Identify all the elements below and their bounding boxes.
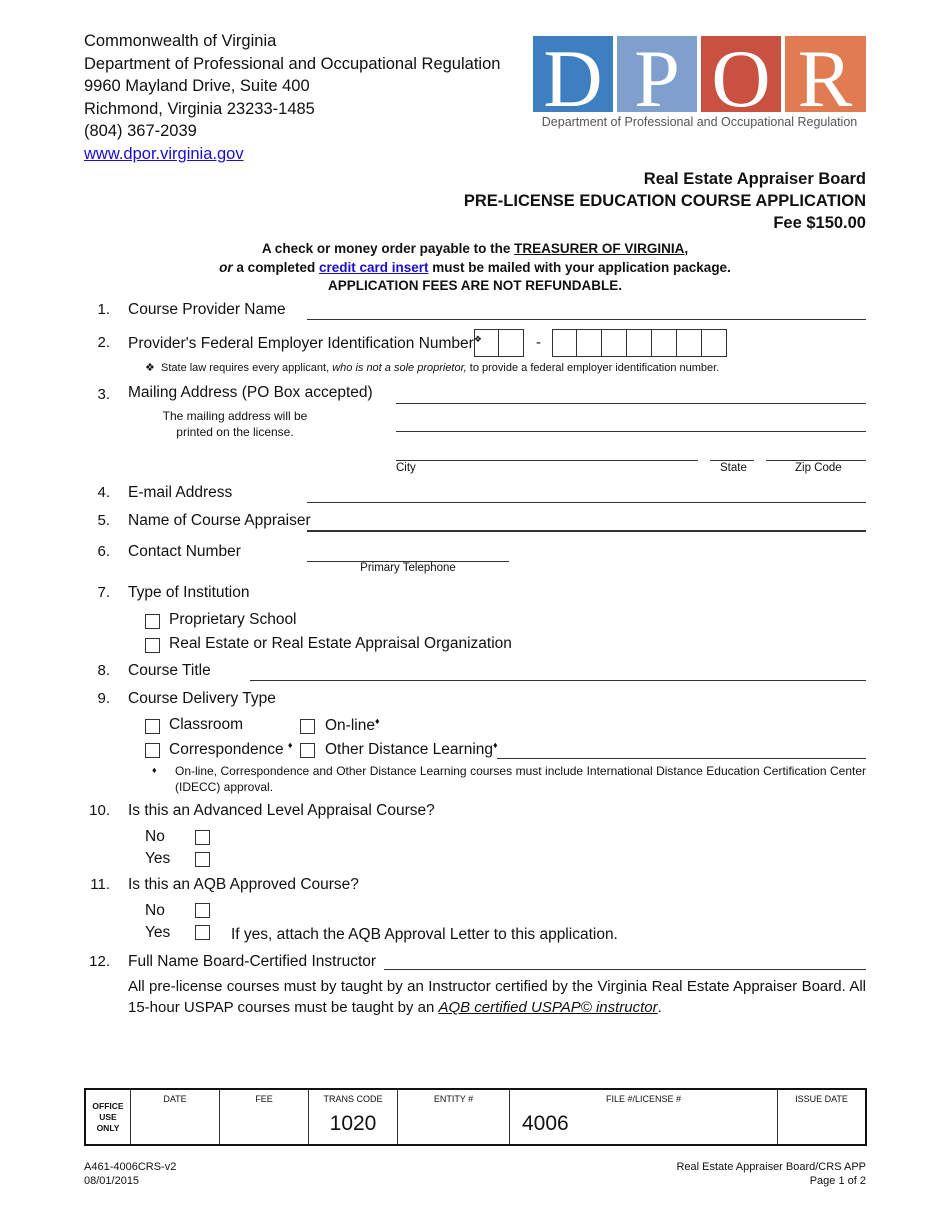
course-provider-label: Course Provider Name	[128, 301, 286, 318]
fein-digit-box[interactable]	[627, 329, 652, 357]
diamond-marker: ♦	[493, 740, 498, 750]
online-label	[325, 716, 380, 735]
real-estate-org-checkbox[interactable]	[145, 638, 160, 653]
city-caption: City	[396, 462, 416, 474]
real-estate-org-label: Real Estate or Real Estate Appraisal Organization	[169, 635, 512, 652]
office-col-head: ISSUE DATE	[795, 1094, 848, 1104]
address-line-2-field[interactable]	[396, 431, 866, 432]
requirement-text: .	[657, 999, 662, 1016]
agency-address	[84, 30, 500, 165]
office-col-file-license	[510, 1090, 778, 1144]
office-label-line: OFFICE	[92, 1100, 124, 1111]
course-appraiser-label: Name of Course Appraiser	[128, 512, 311, 529]
other-distance-label-text: Other Distance Learning	[325, 741, 494, 759]
correspondence-label-text: Correspondence	[169, 741, 284, 759]
proprietary-school-label: Proprietary School	[169, 611, 297, 628]
aqb-yes-label: Yes	[145, 924, 171, 941]
course-title-label: Course Title	[128, 662, 211, 679]
fein-note	[145, 361, 719, 374]
hint-line: printed on the license.	[176, 425, 294, 439]
notice-text: A check or money order payable to the	[261, 241, 515, 256]
zip-field[interactable]	[766, 460, 866, 461]
form-heading	[464, 168, 866, 234]
fein-digit-box[interactable]	[702, 329, 727, 357]
zip-caption: Zip Code	[795, 462, 842, 474]
aqb-yes-note: If yes, attach the AQB Approval Letter to this application.	[231, 926, 618, 943]
office-col-head: DATE	[163, 1094, 187, 1104]
office-col-value: 1020	[329, 1112, 377, 1135]
office-label-line: USE	[99, 1111, 117, 1122]
office-use-table	[84, 1088, 867, 1146]
office-col-head: TRANS CODE	[323, 1094, 383, 1104]
fein-prefix-boxes	[474, 329, 524, 357]
diamond-marker: ♦	[374, 716, 380, 726]
logo-caption: Department of Professional and Occupational Regulation	[541, 115, 858, 129]
fein-dash: -	[536, 334, 541, 351]
advanced-yes-label: Yes	[145, 850, 171, 867]
question-number: 8.	[97, 662, 110, 679]
fein-digit-box[interactable]	[602, 329, 627, 357]
other-distance-checkbox[interactable]	[300, 743, 315, 758]
correspondence-checkbox[interactable]	[145, 743, 160, 758]
instructor-label: Full Name Board-Certified Instructor	[128, 953, 377, 970]
question-number: 12.	[89, 953, 110, 970]
office-label-line: ONLY	[96, 1122, 120, 1133]
question-number: 4.	[97, 484, 110, 501]
diamond-marker: ♦	[287, 740, 293, 750]
classroom-label: Classroom	[169, 716, 244, 733]
address-line-1-field[interactable]	[396, 403, 866, 404]
advanced-course-label: Is this an Advanced Level Appraisal Course?	[128, 802, 435, 819]
fein-digit-box[interactable]	[652, 329, 677, 357]
note-text: to provide a federal employer identification number.	[466, 362, 720, 374]
advanced-yes-checkbox[interactable]	[195, 852, 210, 867]
credit-card-insert-link[interactable]: credit card insert	[318, 259, 429, 275]
form-id: A461-4006CRS-v2	[84, 1161, 177, 1173]
board-name: Real Estate Appraiser Board	[643, 170, 866, 188]
question-number: 7.	[97, 584, 110, 601]
payment-notice	[100, 240, 850, 296]
question-number: 9.	[97, 690, 110, 707]
instructor-requirement	[128, 976, 866, 1018]
fee-amount: Fee $150.00	[773, 214, 866, 232]
footer-right	[676, 1160, 866, 1188]
page-number: Page 1 of 2	[809, 1175, 866, 1187]
fein-marker: ❖	[473, 334, 482, 344]
notice-or: or	[219, 259, 233, 275]
footer-left	[84, 1160, 176, 1188]
question-number: 2.	[97, 334, 110, 351]
logo-letter: D	[543, 36, 603, 124]
question-number: 5.	[97, 512, 110, 529]
aqb-yes-checkbox[interactable]	[195, 925, 210, 940]
office-col-head: FILE #/LICENSE #	[605, 1094, 682, 1104]
email-field[interactable]	[307, 502, 866, 503]
question-number: 6.	[97, 543, 110, 560]
address-line: Commonwealth of Virginia	[84, 32, 277, 50]
fein-label-text: Provider's Federal Employer Identification Number	[128, 335, 474, 353]
note-italic: who is not a sole proprietor,	[332, 362, 467, 374]
fein-digit-box[interactable]	[677, 329, 702, 357]
address-line: 9960 Mayland Drive, Suite 400	[84, 77, 310, 95]
office-col-head: ENTITY #	[433, 1094, 474, 1104]
fein-label	[128, 334, 482, 353]
state-caption: State	[720, 462, 747, 474]
primary-telephone-caption: Primary Telephone	[360, 562, 456, 574]
logo-letter: O	[711, 36, 771, 124]
logo-letter: R	[797, 36, 853, 124]
fein-digit-box[interactable]	[474, 329, 499, 357]
question-number: 1.	[97, 301, 110, 318]
other-distance-field[interactable]	[497, 758, 866, 759]
office-col-value: 4006	[522, 1112, 569, 1135]
course-title-field[interactable]	[250, 680, 866, 681]
requirement-italic: AQB certified USPAP© instructor	[438, 999, 658, 1016]
fein-suffix-boxes	[552, 329, 727, 357]
office-col-fee	[220, 1090, 309, 1144]
fein-digit-box[interactable]	[499, 329, 524, 357]
advanced-no-checkbox[interactable]	[195, 830, 210, 845]
delivery-type-label: Course Delivery Type	[128, 690, 276, 707]
online-checkbox[interactable]	[300, 719, 315, 734]
office-col-trans-code	[309, 1090, 398, 1144]
mailing-address-hint	[160, 408, 310, 440]
question-number: 3.	[97, 386, 110, 403]
contact-number-label: Contact Number	[128, 543, 241, 560]
city-field[interactable]	[396, 460, 698, 461]
office-col-date	[131, 1090, 220, 1144]
notice-text: a completed	[232, 259, 319, 275]
aqb-approved-label: Is this an AQB Approved Course?	[128, 876, 359, 893]
correspondence-label	[169, 740, 293, 759]
office-col-issue-date	[778, 1090, 865, 1144]
instructor-field[interactable]	[384, 969, 866, 970]
proprietary-school-checkbox[interactable]	[145, 614, 160, 629]
refund-notice: APPLICATION FEES ARE NOT REFUNDABLE.	[327, 278, 622, 293]
question-number: 10.	[89, 802, 110, 819]
office-col-entity	[398, 1090, 510, 1144]
advanced-no-label: No	[145, 828, 165, 845]
hint-line: The mailing address will be	[162, 409, 308, 423]
form-date: 08/01/2015	[84, 1175, 140, 1187]
aqb-no-label: No	[145, 902, 165, 919]
address-line: Richmond, Virginia 23233-1485	[84, 99, 315, 118]
delivery-note: On-line, Correspondence and Other Distance Learning courses must include International Distance Education Certification Center (IDECC) approval.	[175, 764, 866, 794]
note-text: State law requires every applicant,	[161, 362, 333, 374]
notice-text: ,	[684, 241, 689, 256]
address-line: Department of Professional and Occupational Regulation	[84, 54, 501, 73]
logo-letter: P	[634, 36, 680, 124]
email-label: E-mail Address	[128, 484, 233, 501]
fein-digit-box[interactable]	[552, 329, 577, 357]
office-col-head: FEE	[255, 1094, 273, 1104]
course-provider-field[interactable]	[307, 319, 866, 320]
online-label-text: On-line	[325, 717, 375, 735]
form-title: PRE-LICENSE EDUCATION COURSE APPLICATION	[463, 192, 866, 210]
payee: TREASURER OF VIRGINIA	[514, 241, 685, 256]
institution-type-label: Type of Institution	[128, 584, 250, 601]
office-use-label	[86, 1090, 131, 1144]
address-line: (804) 367-2039	[84, 122, 197, 140]
delivery-note-marker: ♦	[152, 765, 157, 775]
classroom-checkbox[interactable]	[145, 719, 160, 734]
board-app: Real Estate Appraiser Board/CRS APP	[676, 1161, 866, 1173]
mailing-address-label: Mailing Address (PO Box accepted)	[128, 384, 373, 401]
state-field[interactable]	[710, 460, 754, 461]
question-number: 11.	[90, 876, 110, 893]
aqb-no-checkbox[interactable]	[195, 903, 210, 918]
fein-digit-box[interactable]	[577, 329, 602, 357]
note-marker: ❖	[145, 362, 155, 374]
other-distance-label	[325, 740, 498, 759]
course-appraiser-field[interactable]	[307, 530, 866, 532]
requirement-text: All pre-license courses must by taught by an Instructor certified by the Virginia Real Estate Appraiser Board. All 15-hour USPAP courses must be taught by an	[128, 978, 866, 1016]
notice-text: must be mailed with your application package.	[428, 259, 731, 275]
website-link[interactable]: www.dpor.virginia.gov	[84, 144, 244, 163]
